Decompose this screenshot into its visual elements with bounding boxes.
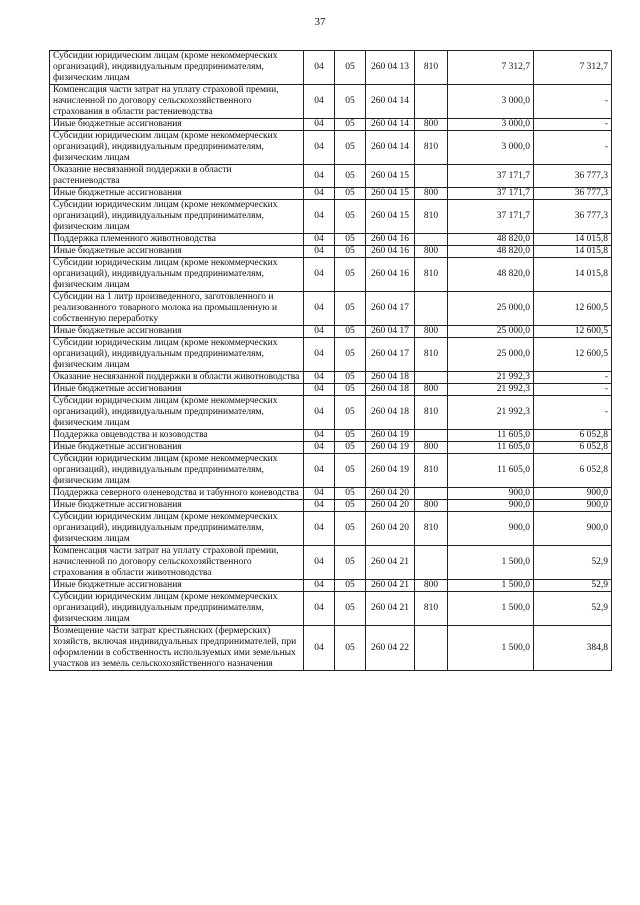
row-planned-sum-cell: 900,0 (448, 512, 534, 546)
row-target-article-cell: 260 04 18 (366, 396, 415, 430)
row-executed-sum-cell: 14 015,8 (534, 234, 612, 246)
row-subsection-cell: 05 (335, 131, 366, 165)
row-name-cell: Субсидии юридическим лицам (кроме некоммерческих организаций), индивидуальным предпринимателям, физическим лицам (50, 131, 304, 165)
row-section-cell: 04 (304, 512, 335, 546)
row-expense-type-cell: 800 (415, 246, 448, 258)
row-subsection-cell: 05 (335, 580, 366, 592)
row-section-cell: 04 (304, 338, 335, 372)
table-row (50, 165, 612, 188)
row-executed-sum-cell: - (534, 85, 612, 119)
row-section-cell: 04 (304, 384, 335, 396)
row-name-cell: Субсидии юридическим лицам (кроме некоммерческих организаций), индивидуальным предпринимателям, физическим лицам (50, 200, 304, 234)
row-name-cell: Субсидии на 1 литр произведенного, заготовленного и реализованного товарного молока на промышленную и собственную переработку (50, 292, 304, 326)
row-executed-sum-cell: 384,8 (534, 626, 612, 671)
table-row (50, 592, 612, 626)
row-name-cell: Иные бюджетные ассигнования (50, 580, 304, 592)
row-subsection-cell: 05 (335, 384, 366, 396)
row-executed-sum-cell: - (534, 131, 612, 165)
row-expense-type-cell (415, 546, 448, 580)
row-name-cell: Иные бюджетные ассигнования (50, 119, 304, 131)
row-executed-sum-cell: 6 052,8 (534, 430, 612, 442)
row-subsection-cell: 05 (335, 592, 366, 626)
row-name-cell: Иные бюджетные ассигнования (50, 442, 304, 454)
row-executed-sum-cell: - (534, 396, 612, 430)
table-row (50, 626, 612, 671)
row-expense-type-cell: 800 (415, 188, 448, 200)
row-executed-sum-cell: 52,9 (534, 546, 612, 580)
table-row (50, 430, 612, 442)
row-executed-sum-cell: 12 600,5 (534, 326, 612, 338)
row-target-article-cell: 260 04 19 (366, 430, 415, 442)
row-expense-type-cell (415, 488, 448, 500)
row-section-cell: 04 (304, 326, 335, 338)
row-subsection-cell: 05 (335, 500, 366, 512)
row-target-article-cell: 260 04 21 (366, 580, 415, 592)
row-expense-type-cell: 810 (415, 396, 448, 430)
row-planned-sum-cell: 1 500,0 (448, 626, 534, 671)
row-executed-sum-cell: 36 777,3 (534, 188, 612, 200)
row-name-cell: Поддержка племенного животноводства (50, 234, 304, 246)
row-subsection-cell: 05 (335, 292, 366, 326)
row-section-cell: 04 (304, 500, 335, 512)
row-section-cell: 04 (304, 592, 335, 626)
row-target-article-cell: 260 04 16 (366, 246, 415, 258)
row-expense-type-cell: 810 (415, 258, 448, 292)
row-planned-sum-cell: 900,0 (448, 488, 534, 500)
row-expense-type-cell: 810 (415, 51, 448, 85)
budget-table-body (50, 51, 612, 671)
row-subsection-cell: 05 (335, 546, 366, 580)
row-planned-sum-cell: 48 820,0 (448, 258, 534, 292)
row-executed-sum-cell: 900,0 (534, 512, 612, 546)
row-planned-sum-cell: 1 500,0 (448, 546, 534, 580)
row-target-article-cell: 260 04 18 (366, 384, 415, 396)
row-subsection-cell: 05 (335, 234, 366, 246)
row-target-article-cell: 260 04 22 (366, 626, 415, 671)
row-subsection-cell: 05 (335, 512, 366, 546)
row-target-article-cell: 260 04 19 (366, 442, 415, 454)
row-executed-sum-cell: 6 052,8 (534, 442, 612, 454)
row-target-article-cell: 260 04 15 (366, 165, 415, 188)
row-target-article-cell: 260 04 14 (366, 131, 415, 165)
row-name-cell: Субсидии юридическим лицам (кроме некоммерческих организаций), индивидуальным предпринимателям, физическим лицам (50, 592, 304, 626)
row-expense-type-cell: 810 (415, 131, 448, 165)
table-row (50, 500, 612, 512)
row-subsection-cell: 05 (335, 372, 366, 384)
row-section-cell: 04 (304, 442, 335, 454)
row-subsection-cell: 05 (335, 326, 366, 338)
row-planned-sum-cell: 48 820,0 (448, 246, 534, 258)
row-name-cell: Иные бюджетные ассигнования (50, 500, 304, 512)
row-subsection-cell: 05 (335, 442, 366, 454)
row-expense-type-cell (415, 626, 448, 671)
row-section-cell: 04 (304, 292, 335, 326)
row-executed-sum-cell: 6 052,8 (534, 454, 612, 488)
row-section-cell: 04 (304, 580, 335, 592)
row-name-cell: Субсидии юридическим лицам (кроме некоммерческих организаций), индивидуальным предпринимателям, физическим лицам (50, 258, 304, 292)
row-executed-sum-cell: 14 015,8 (534, 246, 612, 258)
row-executed-sum-cell: 12 600,5 (534, 338, 612, 372)
row-target-article-cell: 260 04 21 (366, 592, 415, 626)
page-number: 37 (314, 16, 326, 28)
table-row (50, 546, 612, 580)
row-name-cell: Субсидии юридическим лицам (кроме некоммерческих организаций), индивидуальным предпринимателям, физическим лицам (50, 454, 304, 488)
table-row (50, 246, 612, 258)
row-executed-sum-cell: 52,9 (534, 592, 612, 626)
table-row (50, 292, 612, 326)
row-executed-sum-cell: 14 015,8 (534, 258, 612, 292)
row-target-article-cell: 260 04 15 (366, 188, 415, 200)
row-subsection-cell: 05 (335, 626, 366, 671)
row-name-cell: Субсидии юридическим лицам (кроме некоммерческих организаций), индивидуальным предпринимателям, физическим лицам (50, 396, 304, 430)
row-name-cell: Иные бюджетные ассигнования (50, 188, 304, 200)
row-planned-sum-cell: 3 000,0 (448, 131, 534, 165)
table-row (50, 396, 612, 430)
row-section-cell: 04 (304, 200, 335, 234)
row-target-article-cell: 260 04 19 (366, 454, 415, 488)
row-target-article-cell: 260 04 17 (366, 292, 415, 326)
row-expense-type-cell: 800 (415, 442, 448, 454)
row-executed-sum-cell: 12 600,5 (534, 292, 612, 326)
row-planned-sum-cell: 11 605,0 (448, 430, 534, 442)
row-expense-type-cell: 810 (415, 200, 448, 234)
row-planned-sum-cell: 37 171,7 (448, 165, 534, 188)
row-name-cell: Иные бюджетные ассигнования (50, 246, 304, 258)
row-subsection-cell: 05 (335, 488, 366, 500)
row-subsection-cell: 05 (335, 454, 366, 488)
row-executed-sum-cell: 52,9 (534, 580, 612, 592)
row-planned-sum-cell: 11 605,0 (448, 454, 534, 488)
row-executed-sum-cell: 36 777,3 (534, 165, 612, 188)
row-section-cell: 04 (304, 546, 335, 580)
row-subsection-cell: 05 (335, 396, 366, 430)
row-target-article-cell: 260 04 21 (366, 546, 415, 580)
row-expense-type-cell (415, 430, 448, 442)
table-row (50, 119, 612, 131)
row-planned-sum-cell: 900,0 (448, 500, 534, 512)
row-expense-type-cell: 810 (415, 454, 448, 488)
row-planned-sum-cell: 21 992,3 (448, 396, 534, 430)
row-expense-type-cell: 800 (415, 384, 448, 396)
row-section-cell: 04 (304, 430, 335, 442)
row-section-cell: 04 (304, 119, 335, 131)
row-planned-sum-cell: 7 312,7 (448, 51, 534, 85)
row-expense-type-cell (415, 234, 448, 246)
table-row (50, 85, 612, 119)
row-executed-sum-cell: 36 777,3 (534, 200, 612, 234)
row-target-article-cell: 260 04 17 (366, 326, 415, 338)
row-target-article-cell: 260 04 16 (366, 258, 415, 292)
table-row (50, 188, 612, 200)
row-section-cell: 04 (304, 258, 335, 292)
row-section-cell: 04 (304, 396, 335, 430)
row-planned-sum-cell: 21 992,3 (448, 372, 534, 384)
table-row (50, 338, 612, 372)
row-name-cell: Субсидии юридическим лицам (кроме некоммерческих организаций), индивидуальным предпринимателям, физическим лицам (50, 338, 304, 372)
row-section-cell: 04 (304, 246, 335, 258)
row-expense-type-cell: 810 (415, 592, 448, 626)
row-target-article-cell: 260 04 20 (366, 500, 415, 512)
row-expense-type-cell (415, 85, 448, 119)
row-name-cell: Оказание несвязанной поддержки в области животноводства (50, 372, 304, 384)
row-subsection-cell: 05 (335, 188, 366, 200)
row-section-cell: 04 (304, 488, 335, 500)
row-subsection-cell: 05 (335, 258, 366, 292)
row-subsection-cell: 05 (335, 430, 366, 442)
row-name-cell: Иные бюджетные ассигнования (50, 384, 304, 396)
row-expense-type-cell: 800 (415, 500, 448, 512)
row-planned-sum-cell: 37 171,7 (448, 200, 534, 234)
row-section-cell: 04 (304, 188, 335, 200)
row-target-article-cell: 260 04 15 (366, 200, 415, 234)
row-subsection-cell: 05 (335, 165, 366, 188)
row-expense-type-cell: 800 (415, 326, 448, 338)
row-executed-sum-cell: - (534, 119, 612, 131)
row-expense-type-cell (415, 292, 448, 326)
table-row (50, 488, 612, 500)
row-executed-sum-cell: - (534, 384, 612, 396)
row-executed-sum-cell: 900,0 (534, 488, 612, 500)
row-target-article-cell: 260 04 17 (366, 338, 415, 372)
table-row (50, 51, 612, 85)
row-planned-sum-cell: 25 000,0 (448, 292, 534, 326)
row-name-cell: Поддержка северного оленеводства и табунного коневодства (50, 488, 304, 500)
row-section-cell: 04 (304, 372, 335, 384)
row-name-cell: Субсидии юридическим лицам (кроме некоммерческих организаций), индивидуальным предпринимателям, физическим лицам (50, 512, 304, 546)
table-row (50, 326, 612, 338)
row-name-cell: Иные бюджетные ассигнования (50, 326, 304, 338)
row-subsection-cell: 05 (335, 338, 366, 372)
row-section-cell: 04 (304, 131, 335, 165)
row-section-cell: 04 (304, 85, 335, 119)
row-expense-type-cell (415, 165, 448, 188)
row-target-article-cell: 260 04 14 (366, 85, 415, 119)
budget-table (49, 50, 612, 671)
row-planned-sum-cell: 11 605,0 (448, 442, 534, 454)
row-expense-type-cell: 800 (415, 119, 448, 131)
row-subsection-cell: 05 (335, 200, 366, 234)
row-name-cell: Компенсация части затрат на уплату страховой премии, начисленной по договору сельскохозяйственного страхования в области животноводства (50, 546, 304, 580)
row-target-article-cell: 260 04 20 (366, 512, 415, 546)
row-expense-type-cell: 810 (415, 338, 448, 372)
table-row (50, 258, 612, 292)
row-expense-type-cell (415, 372, 448, 384)
row-target-article-cell: 260 04 14 (366, 119, 415, 131)
row-expense-type-cell: 810 (415, 512, 448, 546)
table-row (50, 512, 612, 546)
row-planned-sum-cell: 37 171,7 (448, 188, 534, 200)
row-planned-sum-cell: 48 820,0 (448, 234, 534, 246)
row-subsection-cell: 05 (335, 246, 366, 258)
row-executed-sum-cell: 900,0 (534, 500, 612, 512)
row-section-cell: 04 (304, 51, 335, 85)
row-planned-sum-cell: 3 000,0 (448, 85, 534, 119)
row-executed-sum-cell: 7 312,7 (534, 51, 612, 85)
row-target-article-cell: 260 04 13 (366, 51, 415, 85)
row-expense-type-cell: 800 (415, 580, 448, 592)
row-name-cell: Оказание несвязанной поддержки в области растениеводства (50, 165, 304, 188)
row-name-cell: Компенсация части затрат на уплату страховой премии, начисленной по договору сельскохозяйственного страхования в области растениеводства (50, 85, 304, 119)
row-section-cell: 04 (304, 234, 335, 246)
row-planned-sum-cell: 1 500,0 (448, 592, 534, 626)
row-planned-sum-cell: 3 000,0 (448, 119, 534, 131)
row-planned-sum-cell: 25 000,0 (448, 326, 534, 338)
row-target-article-cell: 260 04 20 (366, 488, 415, 500)
table-row (50, 372, 612, 384)
table-row (50, 384, 612, 396)
row-planned-sum-cell: 1 500,0 (448, 580, 534, 592)
row-subsection-cell: 05 (335, 51, 366, 85)
row-name-cell: Субсидии юридическим лицам (кроме некоммерческих организаций), индивидуальным предпринимателям, физическим лицам (50, 51, 304, 85)
row-section-cell: 04 (304, 626, 335, 671)
row-target-article-cell: 260 04 16 (366, 234, 415, 246)
row-planned-sum-cell: 21 992,3 (448, 384, 534, 396)
row-planned-sum-cell: 25 000,0 (448, 338, 534, 372)
row-name-cell: Возмещение части затрат крестьянских (фермерских) хозяйств, включая индивидуальных предпринимателей, при оформлении в собственность используемых ими земельных участков из земель сельскохозяйственного назначения (50, 626, 304, 671)
row-subsection-cell: 05 (335, 85, 366, 119)
table-row (50, 200, 612, 234)
row-section-cell: 04 (304, 165, 335, 188)
table-row (50, 442, 612, 454)
table-row (50, 131, 612, 165)
row-name-cell: Поддержка овцеводства и козоводства (50, 430, 304, 442)
row-section-cell: 04 (304, 454, 335, 488)
row-subsection-cell: 05 (335, 119, 366, 131)
row-target-article-cell: 260 04 18 (366, 372, 415, 384)
table-row (50, 234, 612, 246)
table-row (50, 454, 612, 488)
table-row (50, 580, 612, 592)
row-executed-sum-cell: - (534, 372, 612, 384)
